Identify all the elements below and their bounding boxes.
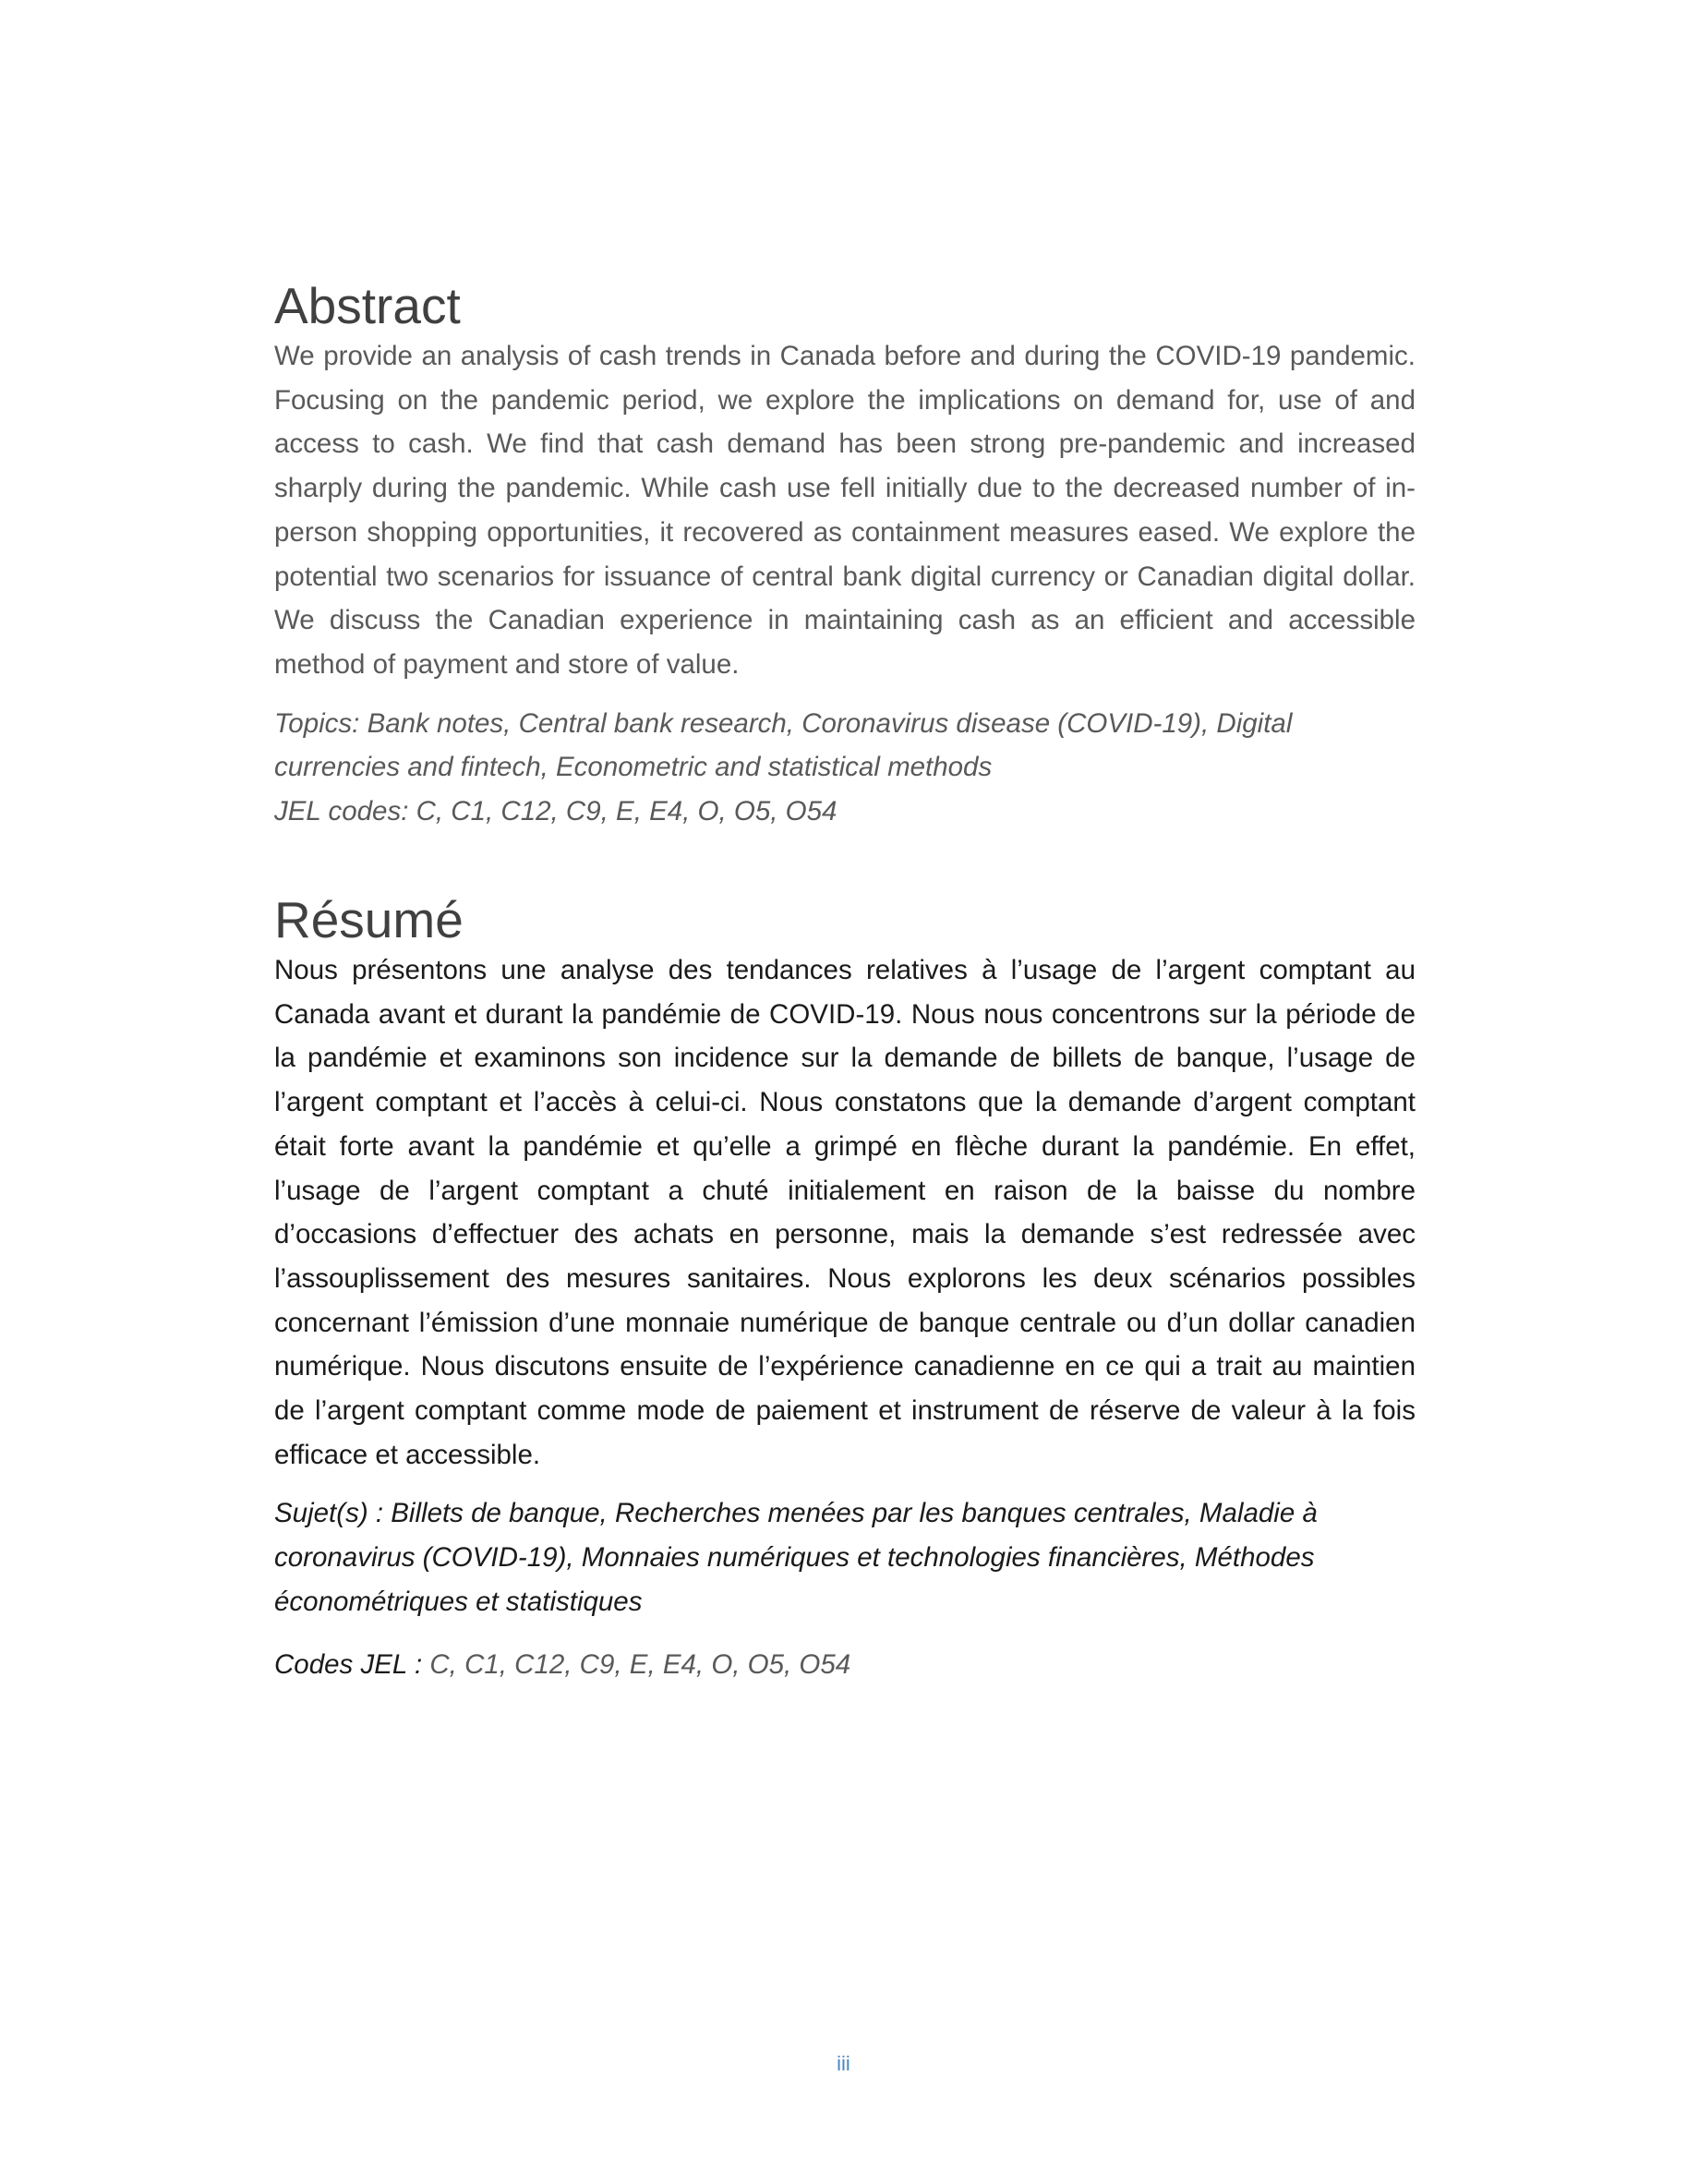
abstract-meta <box>274 702 1416 834</box>
resume-body: Nous présentons une analyse des tendances relatives à l’usage de l’argent comptant au Canada avant et durant la pandémie de COVID-19. Nous nous concentrons sur la période de la pandémie et examinons son incidence sur la demande de billets de banque, l’usage de l’argent comptant et l’accès à celui-ci. Nous constatons que la demande d’argent comptant était forte avant la pandémie et qu’elle a grimpé en flèche durant la pandémie. En effet, l’usage de l’argent comptant a chuté initialement en raison de la baisse du nombre d’occasions d’effectuer des achats en personne, mais la demande s’est redressée avec l’assouplissement des mesures sanitaires. Nous explorons les deux scénarios possibles concernant l’émission d’une monnaie numérique de banque centrale ou d’un dollar canadien numérique. Nous discutons ensuite de l’expérience canadienne en ce qui a trait au maintien de l’argent comptant comme mode de paiement et instrument de réserve de valeur à la fois efficace et accessible. <box>274 955 1416 1470</box>
abstract-body: We provide an analysis of cash trends in Canada before and during the COVID-19 pandemic. Focusing on the pandemic period, we explore the implications on demand for, use of and access to cash. We find that cash demand has been strong pre-pandemic and increased sharply during the pandemic. While cash use fell initially due to the decreased number of in-person shopping opportunities, it recovered as containment measures eased. We explore the potential two scenarios for issuance of central bank digital currency or Canadian digital dollar. We discuss the Canadian experience in maintaining cash as an efficient and accessible method of payment and store of value. <box>274 341 1416 680</box>
resume-jel-values: C, C1, C12, C9, E, E4, O, O5, O54 <box>422 1648 851 1680</box>
abstract-heading: Abstract <box>274 277 461 334</box>
resume-section <box>274 891 1416 1686</box>
resume-jel-label: Codes JEL : <box>274 1648 423 1680</box>
resume-jel-codes <box>274 1643 1416 1687</box>
abstract-topics: Topics: Bank notes, Central bank research, Coronavirus disease (COVID-19), Digital currencies and fintech, Econometric and statistical methods <box>274 707 1293 783</box>
abstract-jel-codes: JEL codes: C, C1, C12, C9, E, E4, O, O5, O54 <box>274 796 837 827</box>
resume-subjects: Sujet(s) : Billets de banque, Recherches menées par les banques centrales, Maladie à coronavirus (COVID-19), Monnaies numériques et technologies financières, Méthodes économétriques et statistiques <box>274 1498 1318 1617</box>
page-number: iii <box>837 2052 850 2075</box>
resume-heading: Résumé <box>274 891 464 948</box>
abstract-section <box>274 277 1416 834</box>
